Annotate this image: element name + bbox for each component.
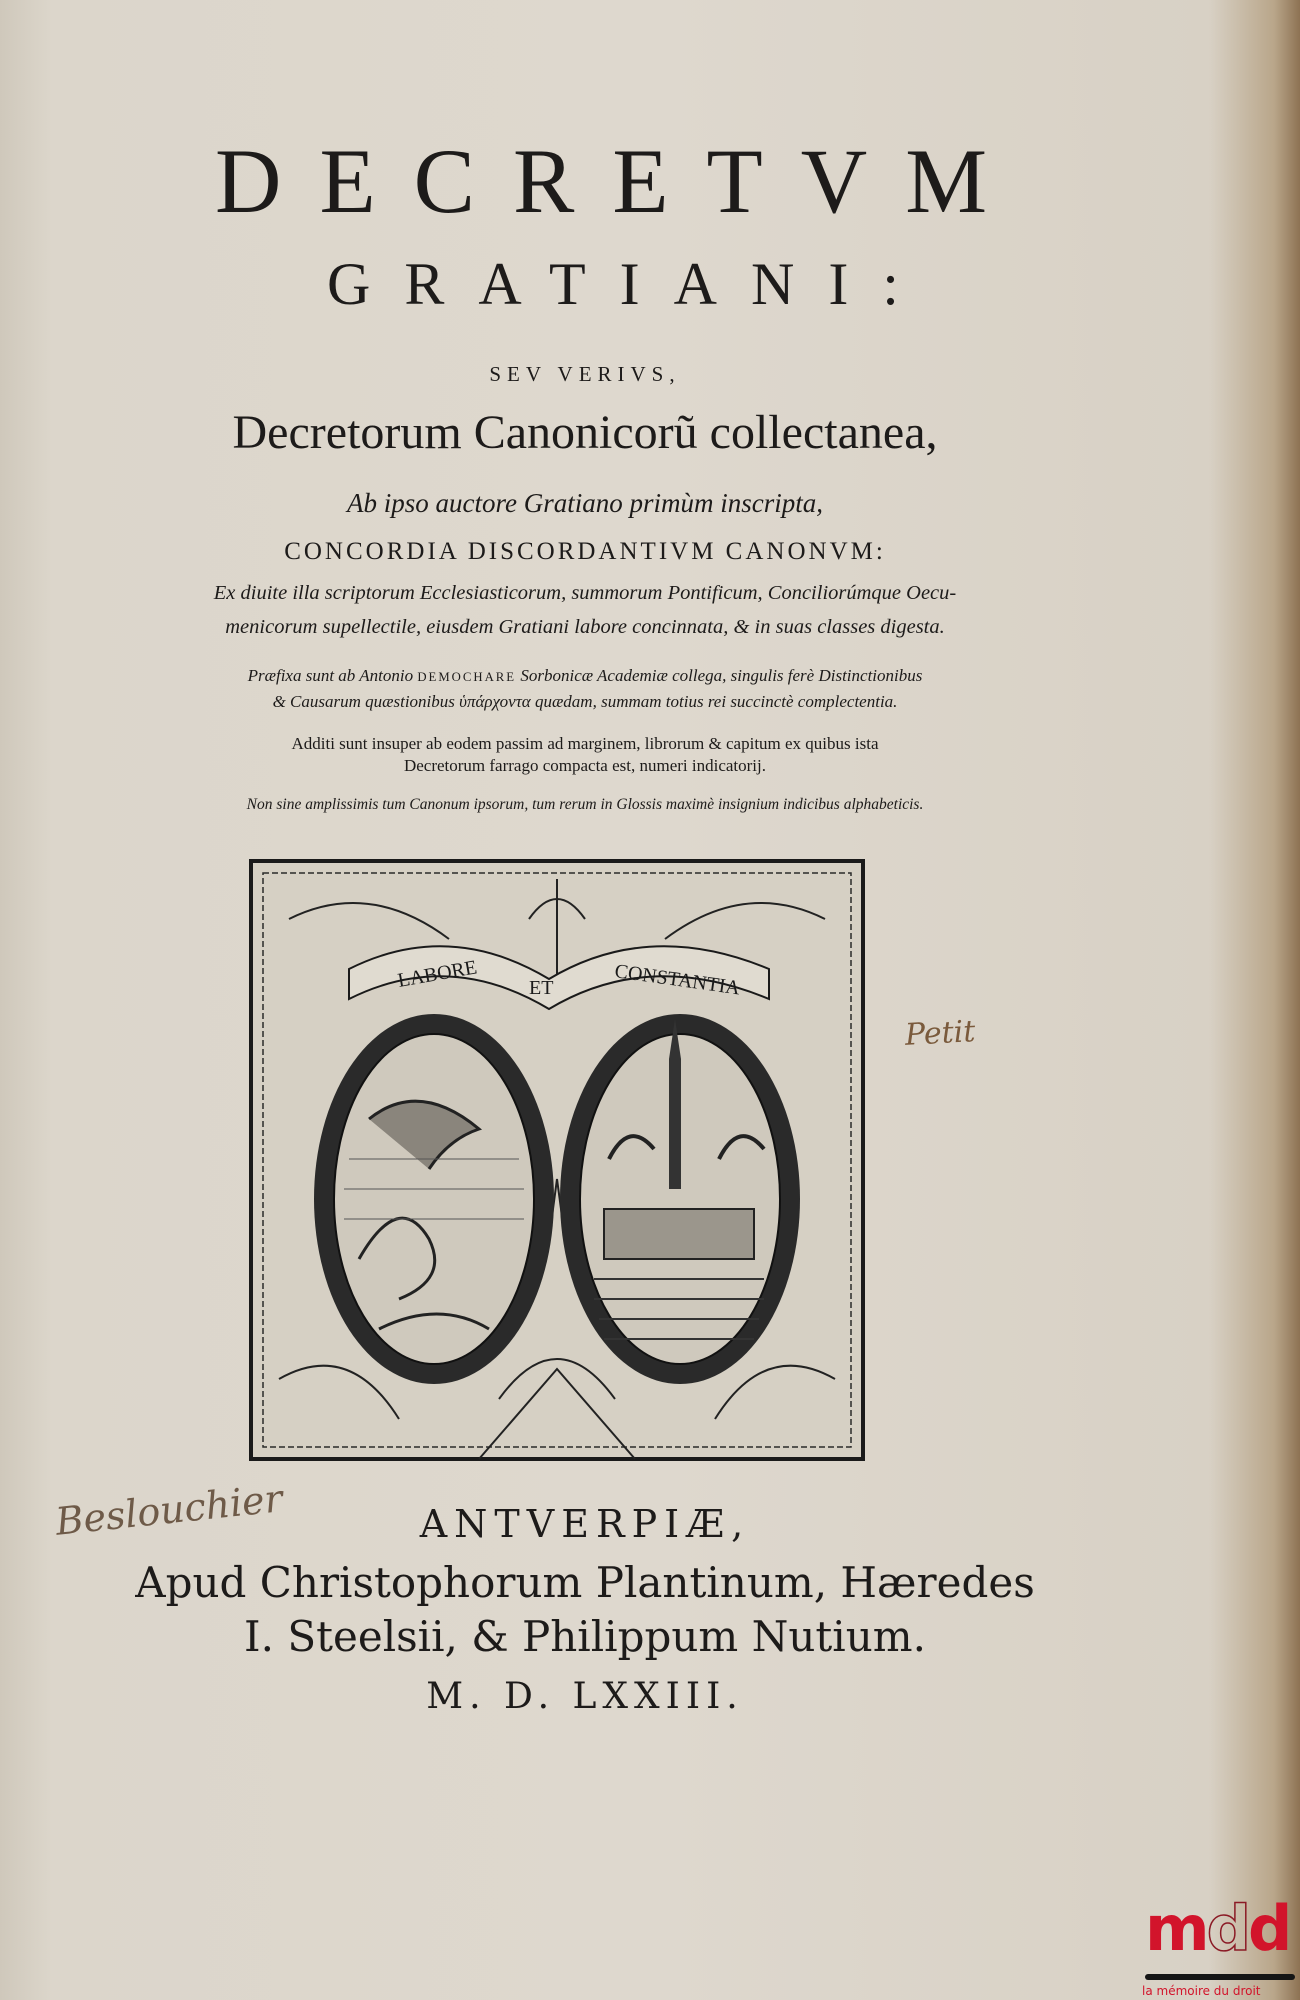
line-ab-ipso: Ab ipso auctore Gratiano primùm inscripta, <box>347 488 823 518</box>
handwritten-annotation-petit: Petit <box>904 1014 977 1053</box>
logo-tagline: la mémoire du droit <box>1142 1984 1261 1998</box>
line-ex-diuite-2: menicorum supellectile, eiusdem Gratiani labore concinnata, & in suas classes digesta. <box>225 616 945 638</box>
democharе-name: DEMOCHARE <box>417 670 517 684</box>
line-ex-diuite-1: Ex diuite illa scriptorum Ecclesiasticorum, summorum Pontificum, Conciliorúmque Oecu- <box>213 582 957 604</box>
imprint-place: ANTVERPIÆ, <box>419 1502 751 1546</box>
praefixa-a: Præfixa sunt ab Antonio <box>247 666 414 685</box>
logo-bar <box>1145 1974 1295 1980</box>
mdd-logo <box>1140 1892 1300 2000</box>
title-gratiani: GRATIANI: <box>327 251 933 317</box>
line-praefixa-1 <box>0 666 1170 686</box>
subtitle-decretorum: Decretorum Canonicorũ collectanea, <box>232 406 938 459</box>
title-decretum: DECRETVM <box>215 130 1025 232</box>
line-praefixa-2: & Causarum quæstionibus ὑπάρχοντα quædam, summam totius rei succinctè complectentia. <box>272 692 898 711</box>
printer-device-woodcut <box>249 859 865 1461</box>
motto-mid: ET <box>529 977 554 999</box>
motto-right: CONSTANTIA <box>613 960 742 1000</box>
praefixa-c: Sorbonicæ Academiæ collega, singulis ferè Distinctionibus <box>520 666 923 685</box>
motto-left: LABORE <box>396 956 479 992</box>
handwritten-signature: Beslouchier <box>53 1476 285 1544</box>
line-non-sine: Non sine amplissimis tum Canonum ipsorum, tum rerum in Glossis maximè insignium indicibus alphabeticis. <box>246 796 924 813</box>
imprint-publisher-2: I. Steelsii, & Philippum Nutium. <box>244 1612 926 1661</box>
right-oval-emblem <box>560 1014 800 1384</box>
subtitle-seu-verius: SEV VERIVS, <box>489 362 681 386</box>
praefixa-name <box>417 666 516 685</box>
logo-letters: mdd <box>1145 1892 1290 1965</box>
line-concordia: CONCORDIA DISCORDANTIVM CANONVM: <box>284 538 886 565</box>
line-additi-2: Decretorum farrago compacta est, numeri indicatorij. <box>403 756 767 775</box>
left-oval-emblem <box>314 1014 554 1384</box>
line-additi-1: Additi sunt insuper ab eodem passim ad marginem, librorum & capitum ex quibus ista <box>291 734 879 753</box>
imprint-publisher-1: Apud Christophorum Plantinum, Hæredes <box>135 1558 1035 1607</box>
imprint-date: M. D. LXXIII. <box>426 1676 744 1717</box>
